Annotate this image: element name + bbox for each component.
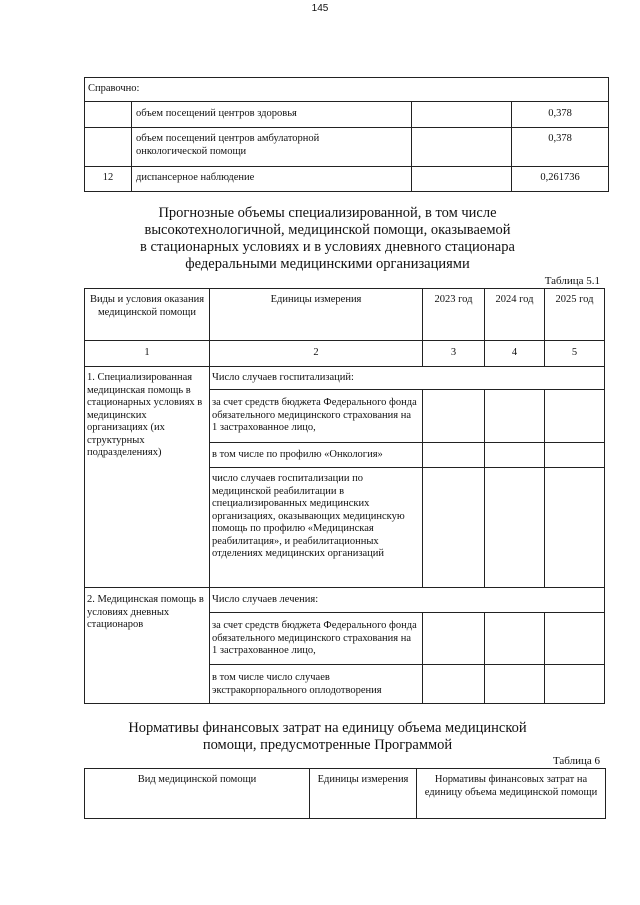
table-row: в том числе по профилю «Онкология» — [212, 449, 383, 460]
column-header: Виды и условия оказания медицинской помощи — [89, 294, 205, 318]
ref-row-value: 0,261736 — [540, 172, 580, 183]
table-caption: Таблица 5.1 — [544, 275, 600, 287]
ref-row-number: 12 — [102, 172, 114, 183]
table-row: за счет средств бюджета Федерального фонда обязательного медицинского страхования на 1 застрахованное лицо, — [212, 397, 417, 433]
table-row: число случаев госпитализации по медицинской реабилитации в специализированных медицинских организациях, оказывающих медицинскую помощь по профилю «Медицинская реабилитация», и реабилитационных отделениях медицинских организаций — [212, 473, 405, 559]
heading-line: Нормативы финансовых затрат на единицу объема медицинской — [128, 720, 527, 736]
heading-line: высокотехнологичной, медицинской помощи, оказываемой — [144, 222, 511, 238]
column-number: 1 — [144, 347, 150, 358]
page-number: 145 — [311, 3, 329, 14]
column-number: 3 — [450, 347, 457, 358]
heading-line: помощи, предусмотренные Программой — [202, 737, 453, 753]
heading-line: федеральными медицинскими организациями — [185, 256, 470, 272]
group-label: 2. Медицинская помощь в условиях дневных стационаров — [87, 594, 204, 630]
column-number: 2 — [313, 347, 319, 358]
column-header: 2024 год — [495, 294, 534, 305]
column-header: 2023 год — [434, 294, 473, 305]
column-header: Единицы измерения — [270, 294, 362, 305]
column-header: Вид медицинской помощи — [137, 774, 257, 785]
ref-row-label: объем посещений центров амбулаторной онкологической помощи — [136, 133, 320, 157]
group-subheader: Число случаев госпитализаций: — [212, 372, 354, 383]
table-row: в том числе число случаев экстракорпорального оплодотворения — [212, 672, 382, 696]
table-row: за счет средств бюджета Федерального фонда обязательного медицинского страхования на 1 застрахованное лицо, — [212, 620, 417, 656]
column-number: 5 — [571, 347, 578, 358]
ref-row-value: 0,378 — [548, 133, 572, 144]
column-number: 4 — [511, 347, 518, 358]
column-header: Нормативы финансовых затрат на единицу объема медицинской помощи — [424, 774, 598, 798]
reference-header: Справочно: — [88, 83, 140, 94]
group-subheader: Число случаев лечения: — [212, 594, 319, 605]
heading-line: Прогнозные объемы специализированной, в том числе — [158, 205, 497, 221]
ref-row-value: 0,378 — [548, 108, 572, 119]
table-caption: Таблица 6 — [552, 755, 600, 767]
column-header: Единицы измерения — [317, 774, 409, 785]
column-header: 2025 год — [555, 294, 594, 305]
ref-row-label: диспансерное наблюдение — [136, 172, 255, 183]
group-label: 1. Специализированная медицинская помощь в стационарных условиях в медицинских организациях (их структурных подразделениях) — [87, 372, 203, 458]
ref-row-label: объем посещений центров здоровья — [136, 108, 297, 119]
heading-line: в стационарных условиях и в условиях дневного стационара — [140, 239, 515, 255]
